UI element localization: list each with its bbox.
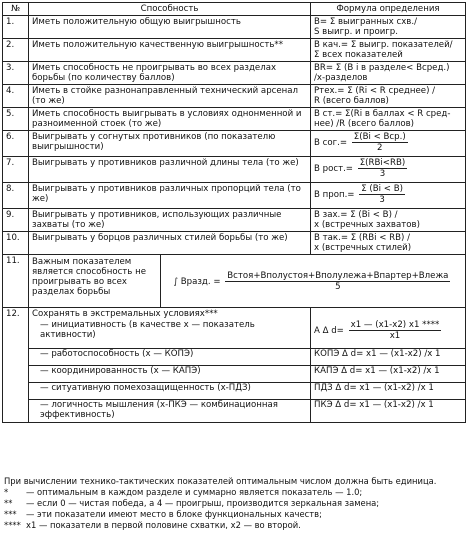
table-row: [3, 62, 466, 85]
row-number: 7.: [3, 157, 29, 183]
row-number: 12.: [3, 308, 29, 423]
formula-fraction: [359, 184, 405, 205]
formula-line: S выигр. и проигр.: [314, 27, 398, 37]
formula-line: B кач.= Σ выигр. показателей/: [314, 40, 453, 50]
formula-prefix: ∫ Вразд. =: [173, 276, 221, 287]
footnote-mark: **: [4, 498, 13, 508]
formula-line: Ртех.= Σ (Ri < R среднее) /: [314, 86, 436, 96]
footnote-text: — если 0 — чистая победа, а 4 — проигрыш, производится зеркальная замена;: [26, 498, 380, 508]
table-row: [3, 232, 466, 255]
row-method: Выигрывать у противников различной длины тела (то же): [29, 157, 311, 183]
table-row: [3, 183, 466, 209]
footnote: [4, 487, 464, 498]
row-12-item: — инициативность (в качестве x — показатель активности): [40, 320, 255, 340]
header-method: Способность: [29, 3, 311, 16]
footnote: [4, 520, 464, 531]
row-method: [29, 308, 311, 423]
formula-line: B= Σ выигранных схв./: [314, 17, 418, 27]
row-formula: [311, 131, 466, 157]
row-number: 9.: [3, 209, 29, 232]
footnote-mark: *: [4, 487, 9, 497]
row-method: Важным показателем является способность не проигрывать во всех разделах борьбы: [29, 255, 161, 307]
row-12-item: — координированность (x — КАПЭ): [29, 365, 310, 382]
footnote-text: — эти показатели имеют место в блоке функциональных качеств;: [26, 509, 322, 519]
formula-fraction: [352, 132, 408, 153]
row-method: Выигрывать у противников, использующих различные захваты (то же): [29, 209, 311, 232]
row-formula: [311, 209, 466, 232]
row-number: 11.: [3, 255, 29, 308]
fraction-denominator: 5: [335, 281, 341, 292]
row-formula: [311, 308, 466, 423]
table-row: [3, 308, 466, 423]
row-method: Выигрывать у борцов различных стилей борьбы (то же): [29, 232, 311, 255]
fraction-denominator: x1: [389, 331, 401, 341]
row-number: 5.: [3, 108, 29, 131]
fraction-numerator: x1 — (x1-x2) x1 ****: [350, 320, 440, 330]
footnote-text: x1 — показатели в первой половине схватки, x2 — во второй.: [26, 520, 301, 530]
row-method: Выигрывать у противников различных пропорций тела (то же): [29, 183, 311, 209]
formula-line: B ст.= Σ(Ri в баллах < R сред-: [314, 109, 451, 119]
footnotes: [4, 476, 464, 531]
row-11-inner: [29, 255, 465, 307]
header-number: №: [3, 3, 29, 16]
row-number: 1.: [3, 16, 29, 39]
footnote-intro: При вычислении технико-тактических показателей оптимальным числом должна быть единица.: [4, 476, 437, 486]
row-formula: [311, 157, 466, 183]
row-number: 6.: [3, 131, 29, 157]
footnote: [4, 498, 464, 509]
formula-line: нее) /R (всего баллов): [314, 119, 415, 129]
table-row: [3, 157, 466, 183]
formula-fraction: [358, 158, 407, 179]
fraction-numerator: Встоя+Вполустоя+Вполулежа+Впартер+Влежа: [227, 270, 449, 281]
formula-line: Σ всех показателей: [314, 50, 403, 60]
fraction-denominator: 3: [379, 195, 385, 205]
formula-fraction: [349, 320, 442, 341]
footnote-mark: ***: [4, 509, 17, 519]
row-method: Выигрывать у согнутых противников (по показателю выигрышности): [29, 131, 311, 157]
table-row: [3, 39, 466, 62]
table-row: [3, 131, 466, 157]
table-row: [3, 16, 466, 39]
formula-line: КОПЭ Δ d= x1 — (x1-x2) /x 1: [311, 348, 465, 365]
table-header-row: [3, 3, 466, 16]
row-number: 3.: [3, 62, 29, 85]
footnote-mark: ****: [4, 520, 21, 530]
formula-line: x (встречных стилей): [314, 243, 412, 253]
row-formula: [311, 39, 466, 62]
row-12-item: — логичность мышления (x-ПКЭ — комбинационная эффективность): [29, 399, 310, 422]
fraction-numerator: Σ(RBi<RB): [359, 158, 406, 168]
formula-line: ПДЗ Δ d= x1 — (x1-x2) /x 1: [311, 382, 465, 399]
row-12-item: — работоспособность (x — КОПЭ): [29, 348, 310, 365]
fraction-numerator: Σ (Bi < B): [361, 184, 403, 194]
row-formula: [311, 232, 466, 255]
formula-prefix: B сог.=: [314, 138, 348, 148]
row-method: Иметь положительную общую выигрышность: [29, 16, 311, 39]
formula-line: ПКЭ Δ d= x1 — (x1-x2) /x 1: [311, 399, 465, 422]
formula-prefix: B проп.=: [314, 190, 355, 200]
row-formula: [311, 85, 466, 108]
formula-prefix: A Δ d=: [314, 326, 344, 336]
row-formula: [311, 62, 466, 85]
formula-line: R (всего баллов): [314, 96, 389, 106]
row-12-title: Сохранять в экстремальных условиях***: [32, 309, 218, 319]
fraction-denominator: 2: [377, 143, 383, 153]
row-number: 8.: [3, 183, 29, 209]
row-method: Иметь в стойке разнонаправленный технический арсенал (то же): [29, 85, 311, 108]
row-number: 10.: [3, 232, 29, 255]
row-formula: [311, 183, 466, 209]
footnote-text: — оптимальным в каждом разделе и суммарно является показатель — 1.0;: [26, 487, 363, 497]
row-formula: [311, 16, 466, 39]
fraction-numerator: Σ(Bi < Bср.): [353, 132, 406, 142]
formula-line: /x-разделов: [314, 73, 368, 83]
formula-fraction: [225, 271, 450, 292]
row-formula: [161, 255, 466, 307]
row-method: Иметь способность выигрывать в условиях однонменной и разноименной стоек (то же): [29, 108, 311, 131]
formula-line: [314, 320, 462, 348]
row-number: 2.: [3, 39, 29, 62]
row-formula: [311, 108, 466, 131]
row-number: 4.: [3, 85, 29, 108]
footnote: [4, 509, 464, 520]
table-row: [3, 85, 466, 108]
formula-line: BR= Σ (B i в разделе< Bсред.): [314, 63, 450, 73]
row-method: Иметь способность не проигрывать во всех разделах борьбы (по количеству баллов): [29, 62, 311, 85]
table-row: [3, 209, 466, 232]
formula-line: x (встречных захватов): [314, 220, 420, 230]
methods-table: [2, 2, 466, 423]
formula-line: КАПЭ Δ d= x1 — (x1-x2) /x 1: [311, 365, 465, 382]
formula-line: B так.= Σ (RBi < RB) /: [314, 233, 411, 243]
formula-line: B зах.= Σ (Bi < B) /: [314, 210, 398, 220]
row-11-body: [29, 255, 466, 308]
formula-prefix: B рост.=: [314, 164, 354, 174]
fraction-denominator: 3: [379, 169, 386, 179]
header-formula: Формула определения: [311, 3, 466, 16]
table-row: [3, 108, 466, 131]
row-12-item: — ситуативную помехозащищенность (x-ПДЗ): [29, 382, 310, 399]
table-row: [3, 255, 466, 308]
row-method: Иметь положительную качественную выигрышность**: [29, 39, 311, 62]
